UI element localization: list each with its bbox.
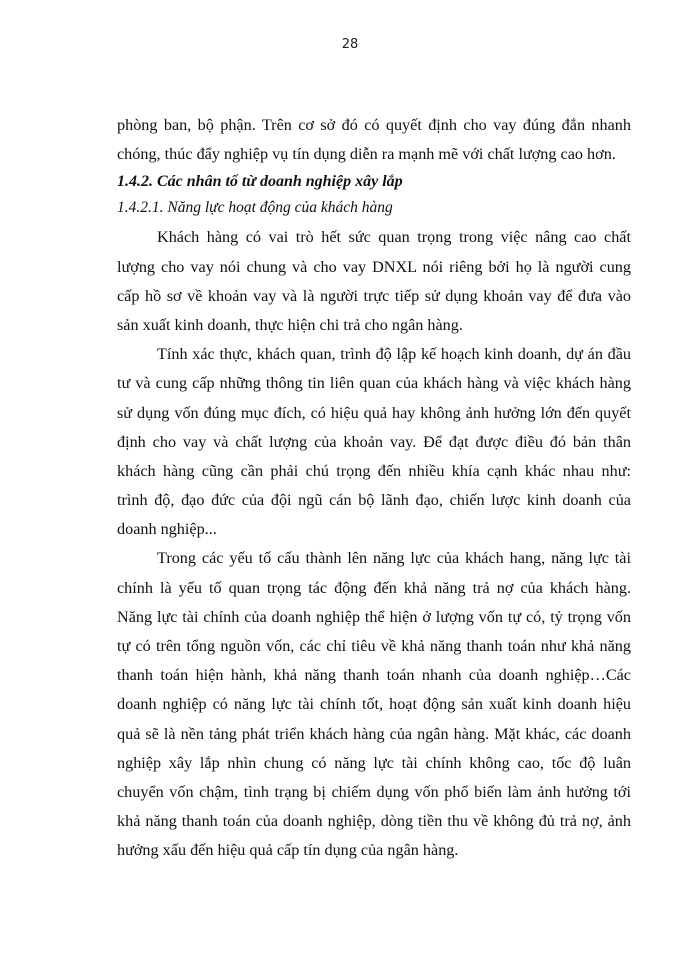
page-body: [117, 111, 631, 866]
subsection-heading: 1.4.2.1. Năng lực hoạt động của khách hàng: [117, 199, 393, 217]
text-line: hưởng xấu đến hiệu quả cấp tín dụng của ngân hàng.: [117, 841, 459, 860]
paragraph-accuracy: [117, 340, 631, 544]
text-line: chính là yếu tố quan trọng tác động đến khả năng trả nợ của khách hàng.: [117, 578, 631, 597]
page-number: 28: [341, 37, 359, 52]
intro-paragraph: [117, 111, 631, 169]
text-line: sản xuất kinh doanh, thực hiện chi trả cho ngân hàng.: [117, 315, 463, 334]
text-line: quả sẽ là nền tảng phát triển khách hàng của ngân hàng. Mặt khác, các doanh: [117, 724, 631, 743]
text-line: Trong các yếu tố cấu thành lên năng lực của khách hang, năng lực tài: [157, 549, 631, 568]
text-line: Tính xác thực, khách quan, trình độ lập kế hoạch kinh doanh, dự án đầu: [157, 345, 631, 364]
text-line: doanh nghiệp...: [117, 520, 217, 539]
text-line: chóng, thúc đẩy nghiệp vụ tín dụng diễn ra mạnh mẽ với chất lượng cao hơn.: [117, 145, 616, 164]
text-line: tự có trên tổng nguồn vốn, các chỉ tiêu về khả năng thanh toán như khả năng: [117, 637, 631, 655]
text-line: Khách hàng có vai trò hết sức quan trọng trong việc nâng cao chất: [157, 228, 631, 247]
text-line: phòng ban, bộ phận. Trên cơ sở đó có quyết định cho vay đúng đắn nhanh: [117, 116, 631, 134]
text-line: định cho vay và chất lượng của khoản vay. Để đạt được điều đó bản thân: [117, 432, 631, 451]
text-line: chuyển vốn chậm, tình trạng bị chiếm dụng vốn phổ biến làm ảnh hưởng tới: [117, 782, 631, 801]
text-line: sử dụng vốn đúng mục đích, có hiệu quả hay không ảnh hưởng lớn đến quyết: [117, 403, 631, 422]
text-line: lượng cho vay nói chung và cho vay DNXL nói riêng bởi họ là người cung: [117, 257, 631, 276]
text-line: khả năng thanh toán của doanh nghiệp, dòng tiền thu về không đủ trả nợ, ảnh: [117, 812, 631, 831]
paragraph-customer-role: [117, 223, 631, 340]
section-heading: 1.4.2. Các nhân tố từ doanh nghiệp xây lắp: [117, 173, 403, 191]
text-line: thanh toán hiện hành, khả năng thanh toán nhanh của doanh nghiệp…Các: [117, 666, 631, 685]
text-line: khách hàng cũng cần phải chú trọng đến nhiều khía cạnh khác nhau như:: [117, 461, 631, 480]
text-line: trình độ, đạo đức của đội ngũ cán bộ lãnh đạo, chiến lược kinh doanh của: [117, 491, 631, 510]
text-line: nghiệp xây lắp nhìn chung có năng lực tài chính không cao, tốc độ luân: [117, 753, 631, 772]
text-line: tư và cung cấp những thông tin liên quan của khách hàng và việc khách hàng: [117, 374, 631, 393]
text-line: doanh nghiệp có năng lực tài chính tốt, hoạt động sản xuất kinh doanh hiệu: [117, 695, 631, 714]
paragraph-financial-capacity: [117, 544, 631, 865]
text-line: Năng lực tài chính của doanh nghiệp thể hiện ở lượng vốn tự có, tỷ trọng vốn: [117, 607, 631, 626]
text-line: cấp hồ sơ về khoản vay và là người trực tiếp sử dụng khoản vay để đưa vào: [117, 286, 631, 305]
